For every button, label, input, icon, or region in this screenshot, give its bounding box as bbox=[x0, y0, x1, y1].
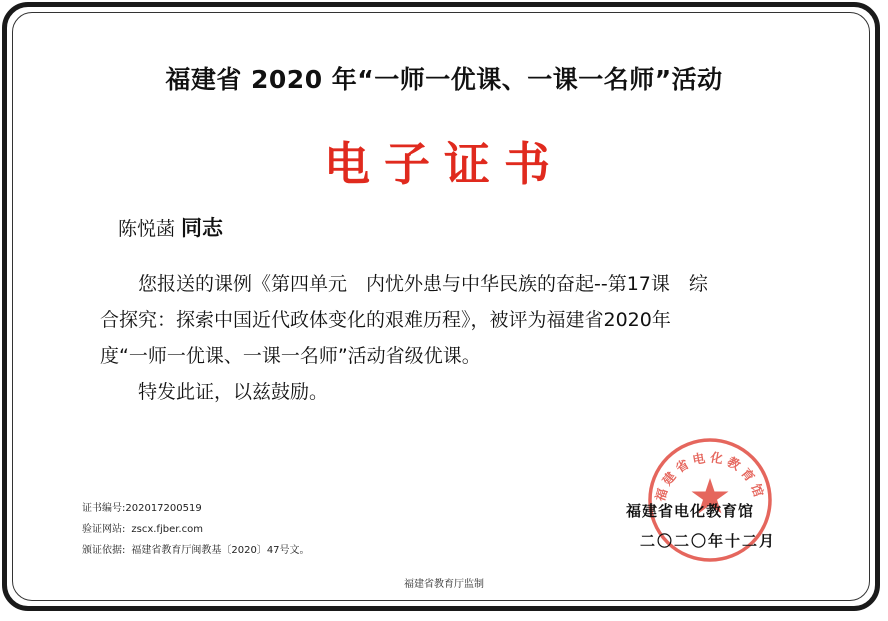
recipient bbox=[118, 212, 223, 242]
certificate-meta bbox=[82, 498, 310, 561]
seal-text: 福建省电化教育馆 bbox=[652, 449, 768, 503]
cert-number: 202017200519 bbox=[125, 503, 202, 514]
recipient-name: 陈悦菡 bbox=[118, 218, 176, 240]
recipient-suffix: 同志 bbox=[181, 216, 224, 240]
body-line-2: 合探究：探索中国近代政体变化的艰难历程》，被评为福建省2020年 bbox=[100, 309, 671, 331]
cert-number-label: 证书编号: bbox=[82, 503, 126, 514]
certificate-heading: 电子证书 bbox=[324, 137, 564, 191]
basis: 福建省教育厅闽教基〔2020〕47号文。 bbox=[131, 545, 310, 556]
basis-row bbox=[82, 540, 310, 561]
verify-site-row bbox=[82, 519, 310, 540]
footer-supervisor: 福建省教育厅监制 bbox=[404, 579, 484, 590]
certificate-body bbox=[100, 266, 800, 410]
verify-site: zscx.fjber.com bbox=[131, 524, 203, 535]
issue-date: 二〇二〇年十二月 bbox=[640, 532, 777, 550]
basis-label: 颁证依据: bbox=[82, 545, 126, 556]
cert-number-row bbox=[82, 498, 310, 519]
body-line-1: 您报送的课例《第四单元 内忧外患与中华民族的奋起--第17课 综 bbox=[138, 273, 708, 295]
verify-site-label: 验证网站: bbox=[82, 524, 126, 535]
body-line-4: 特发此证，以兹鼓励。 bbox=[138, 381, 329, 403]
body-line-3: 度“一师一优课、一课一名师”活动省级优课。 bbox=[100, 345, 481, 367]
certificate-title: 福建省 2020 年“一师一优课、一课一名师”活动 bbox=[165, 65, 723, 94]
issuer-name: 福建省电化教育馆 bbox=[626, 502, 755, 520]
